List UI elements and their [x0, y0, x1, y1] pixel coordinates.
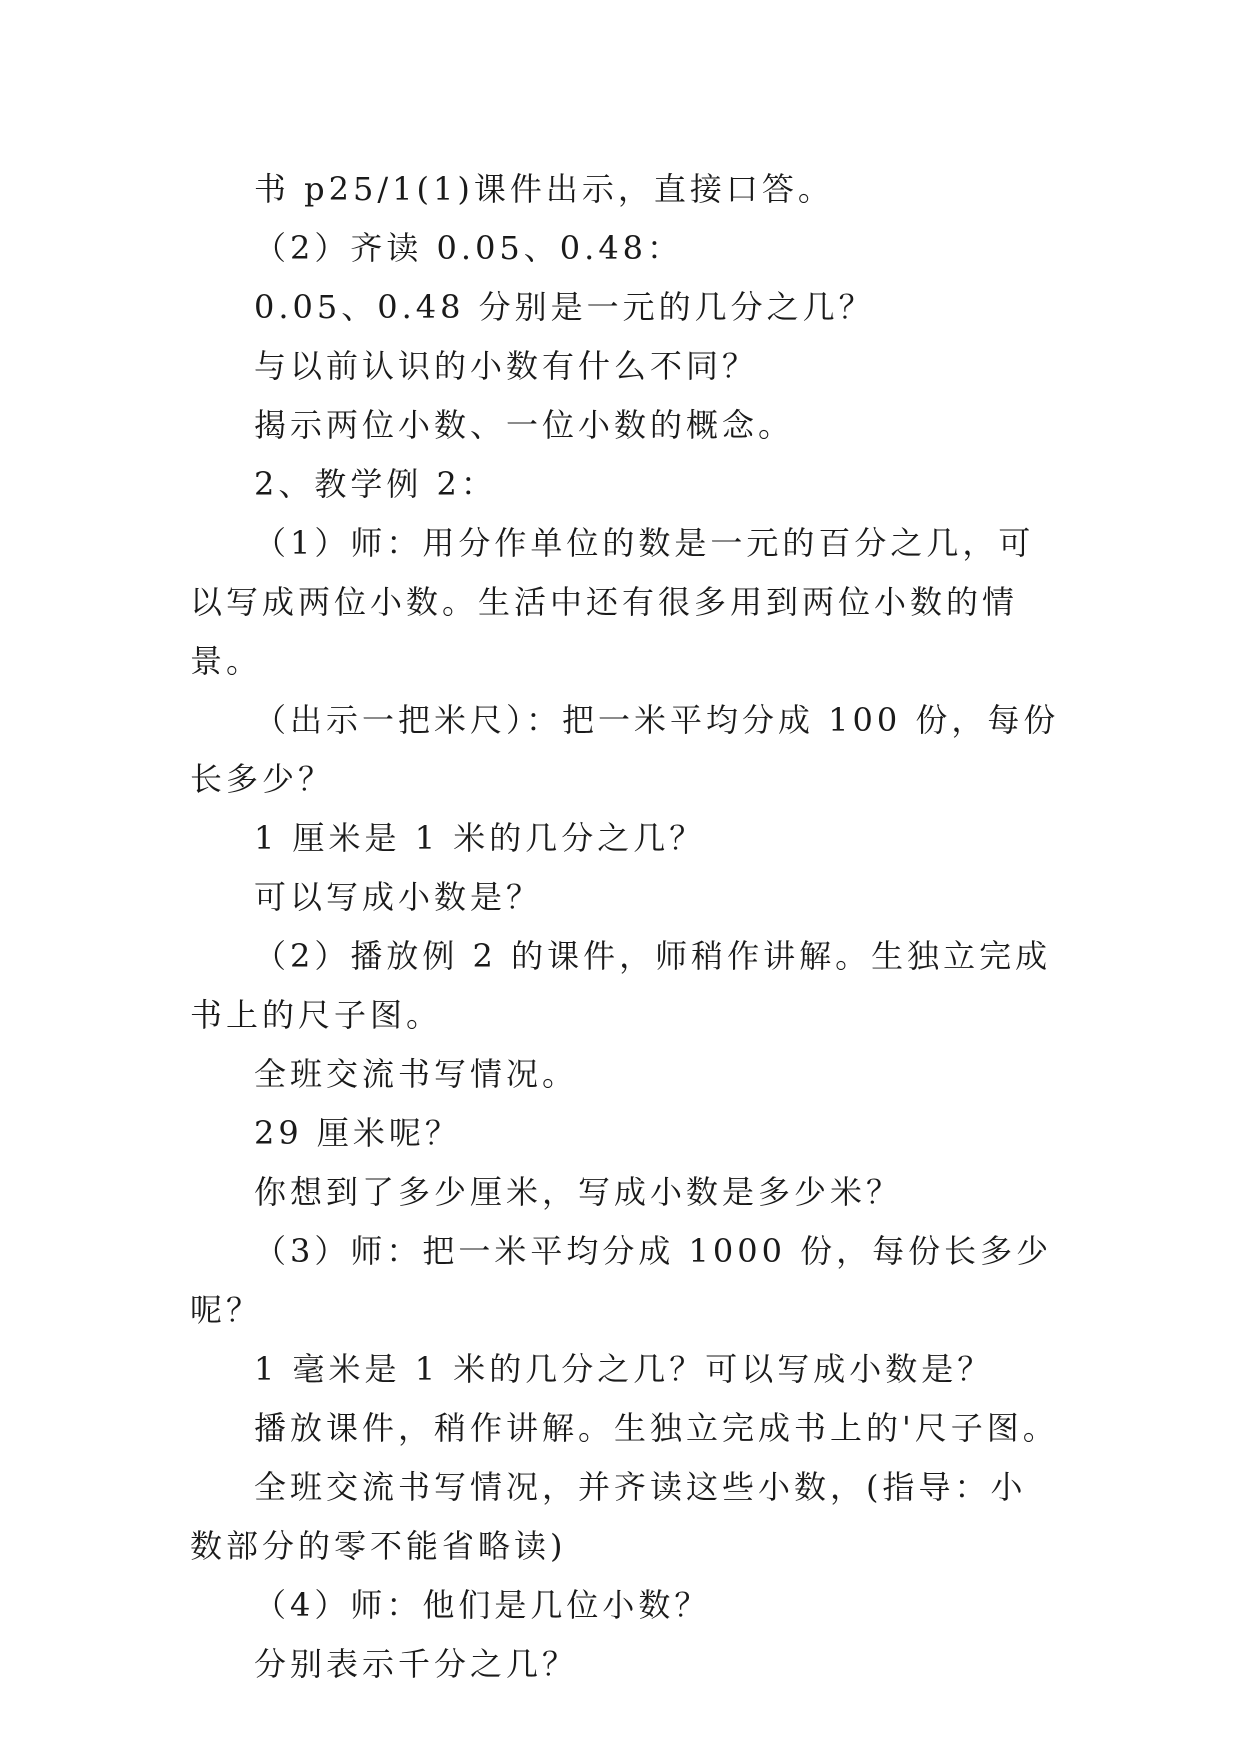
paragraph: 2、教学例 2：	[254, 465, 497, 503]
paragraph: 播放课件，稍作讲解。生独立完成书上的'尺子图。	[254, 1409, 1059, 1447]
paragraph: （4）师：他们是几位小数？	[254, 1586, 711, 1624]
paragraph: 分别表示千分之几？	[254, 1645, 579, 1683]
paragraph: 1 厘米是 1 米的几分之几？	[254, 819, 706, 857]
paragraph: （2）播放例 2 的课件，师稍作讲解。生独立完成书上的尺子图。	[190, 937, 1052, 1034]
paragraph: 书 p25/1(1)课件出示，直接口答。	[254, 170, 834, 208]
paragraph: 与以前认识的小数有什么不同？	[254, 347, 759, 385]
paragraph: 0.05、0.48 分别是一元的几分之几？	[254, 288, 875, 326]
paragraph: （3）师：把一米平均分成 1000 份，每份长多少呢？	[190, 1232, 1053, 1329]
paragraph: 全班交流书写情况。	[254, 1055, 579, 1093]
paragraph: （出示一把米尺）：把一米平均分成 100 份，每份长多少？	[190, 701, 1060, 798]
paragraph: 你想到了多少厘米，写成小数是多少米？	[254, 1173, 903, 1211]
paragraph: 29 厘米呢？	[254, 1114, 461, 1152]
paragraph: 1 毫米是 1 米的几分之几？可以写成小数是？	[254, 1350, 994, 1388]
paragraph: 可以写成小数是？	[254, 878, 543, 916]
paragraph: （1）师：用分作单位的数是一元的百分之几，可以写成两位小数。生活中还有很多用到两位小数的情景。	[190, 524, 1035, 680]
paragraph: 全班交流书写情况，并齐读这些小数，(指导：小数部分的零不能省略读)	[190, 1468, 1027, 1565]
paragraph: （2）齐读 0.05、0.48：	[254, 229, 684, 267]
paragraph: 揭示两位小数、一位小数的概念。	[254, 406, 795, 444]
document-body	[190, 160, 1060, 1694]
